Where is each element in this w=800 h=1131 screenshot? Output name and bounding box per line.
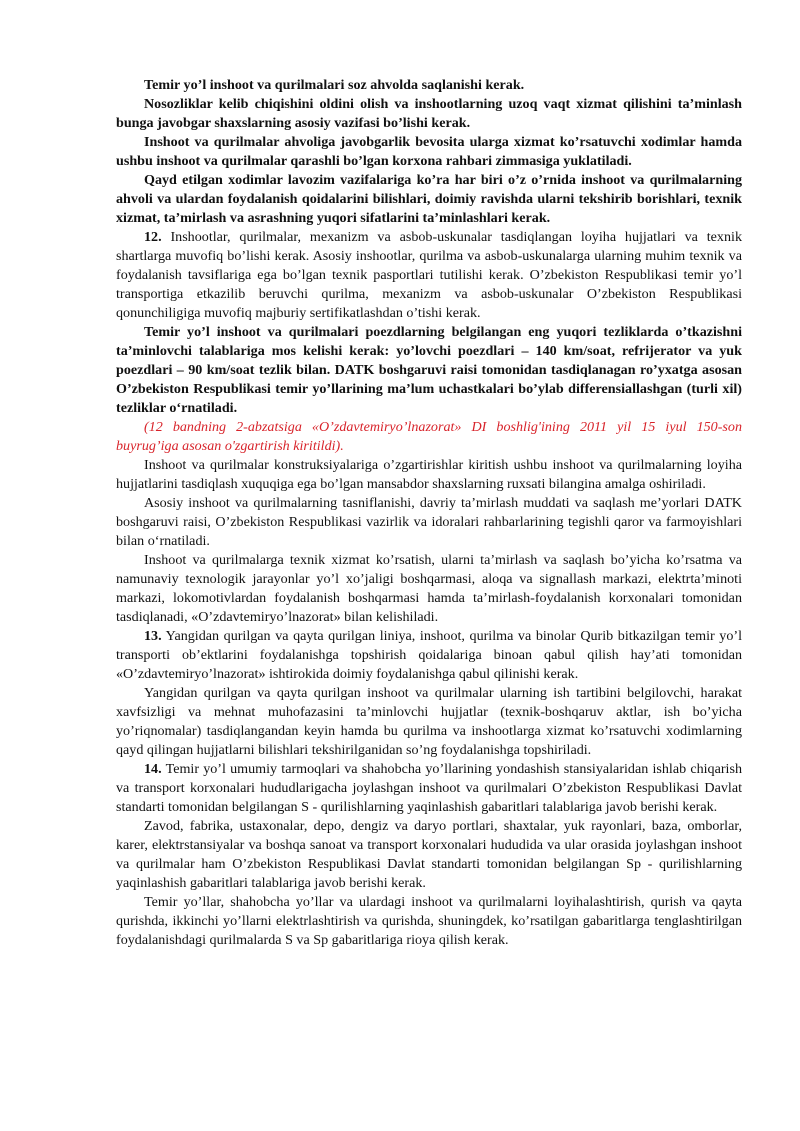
paragraph-1: Temir yo’l inshoot va qurilmalari soz ahvolda saqlanishi kerak. [144, 77, 525, 93]
paragraph-speed-limits: Temir yo’l inshoot va qurilmalari poezdlarning belgilangan eng yuqori tezliklarda o’tkazishni ta’minlovchi talablariga mos kelishi kerak: yo’lovchi poezdlari – 140 km/soat, refrijerator va yuk poezdlari – 90 km/soat tezlik bilan. DATK boshgaruvi raisi tomonidan tasdiqlanagan ro’yxatga asosan O’zbekiston Respublikasi temir yo’llarining ma’lum uchastkalari bo’ylab differensiallashgan (turli xil) tezliklar o‘rnatiladi. [116, 324, 742, 416]
amendment-note: (12 bandning 2-abzatsiga «O’zdavtemiryo’lnazorat» DI boshlig'ining 2011 yil 15 iyul 150-son buyrug’iga asosan o'zgartirish kiritildi). [116, 419, 742, 454]
paragraph-construction-changes: Inshoot va qurilmalar konstruksiyalariga o’zgartirishlar kiritish ushbu inshoot va qurilmalarning loyiha hujjatlarini tasdiqlash xuquqiga ega bo’lgan mansabdor shaxslarning ruxsati bilangina amalga oshiriladi. [116, 457, 742, 492]
section-number-14: 14. [144, 761, 162, 777]
paragraph-3: Inshoot va qurilmalar ahvoliga javobgarlik bevosita ularga xizmat ko’rsatuvchi xodimlar hamda ushbu inshoot va qurilmalar qarashli bo’lgan korxona rahbari zimmasiga yuklatiladi. [116, 134, 742, 169]
paragraph-13-text: Yangidan qurilgan va qayta qurilgan liniya, inshoot, qurilma va binolar Qurib bitkazilgan temir yo’l transporti ob’ektlarini foydalanishga topshirish qoidalariga binoan qabul qilish hay’ati tomonidan «O’zdavtemiryo’lnazorat» ishtirokida doimiy foydalanishga qabul qilinishi kerak. [116, 628, 742, 682]
paragraph-13 [116, 627, 742, 684]
paragraph-4: Qayd etilgan xodimlar lavozim vazifalariga ko’ra har biri o’z o’rnida inshoot va qurilmalarning ahvoli va ulardan foydalanish qoidalarini bilishlari, doimiy ravishda ularni tekshirib borishlari, texnik xizmat, ta’mirlash va asrashning yuqori sifatlarini ta’minlashlari kerak. [116, 172, 742, 226]
paragraph-14-text: Temir yo’l umumiy tarmoqlari va shahobcha yo’llarining yondashish stansiyalaridan ishlab chiqarish va transport korxonalari hududlarigacha joylashgan inshoot va qurilmalari O’zbekiston Respublikasi Davlat standarti tomonidan belgilangan S - qurilishlarning yaqinlashish gabaritlari talablariga javob berishi kerak. [116, 761, 742, 815]
paragraph-maintenance-instructions: Inshoot va qurilmalarga texnik xizmat ko’rsatish, ularni ta’mirlash va saqlash bo’yicha ko’rsatma va namunaviy texnologik jarayonlar yo’l xo’jaligi boshqarmasi, aloqa va signallash markazi, elektrta’minoti markazi, lokomotivlardan foydalanish boshqarmasi hamda ta’mirlash-foydalanish korxonalari tomonidan tasdiqlanadi, «O’zdavtemiryo’lnazorat» bilan kelishiladi. [116, 552, 742, 625]
paragraph-industrial-sites: Zavod, fabrika, ustaxonalar, depo, dengiz va daryo portlari, shaxtalar, yuk rayonlari, baza, omborlar, karer, elektrstansiyalar va boshqa sanoat va transport korxonalari hududida va ular orasida joylashgan inshoot va qurilmalar ham O’zbekiston Respublikasi Davlat standarti tomonidan belgilangan Sp - qurilishlarning yaqinlashish gabaritlari talablariga javob berishi kerak. [116, 818, 742, 891]
paragraph-12-text: Inshootlar, qurilmalar, mexanizm va asbob-uskunalar tasdiqlangan loyiha hujjatlari va texnik shartlarga muvofiq bo’lishi kerak. Asosiy inshootlar, qurilma va asbob-uskunalarga ularning muhim texnik va foydalanish tavsiflariga ega bo’lgan texnik pasportlari tutilishi kerak. O’zbekiston Respublikasi temir yo’l transportiga etkazilib beruvchi qurilma, mexanizm va asbob-uskunalar O’zbekiston Respublikasi qonunchiligiga muvofiq majburiy sertifikatlashdan o’tishi kerak. [116, 229, 742, 321]
paragraph-14 [116, 760, 742, 817]
paragraph-commissioning: Yangidan qurilgan va qayta qurilgan inshoot va qurilmalar ularning ish tartibini belgilovchi, harakat xavfsizligi va mehnat muhofazasini ta’minlovchi hujjatlar (texnik-boshqaruv aktlar, ish bo’yicha yo’riqnomalar) tasdiqlangandan keyin hamda bu qurilma va inshootlarga xizmat ko’rsatuvchi xodimlarning qayd qilingan hujjatlarni bilishlari tekshirilganidan so’ng foydalanishga topshiriladi. [116, 685, 742, 758]
paragraph-12 [116, 228, 742, 323]
paragraph-classification: Asosiy inshoot va qurilmalarning tasniflanishi, davriy ta’mirlash muddati va saqlash me’yorlari DATK boshgaruvi raisi, O’zbekiston Respublikasi vazirlik va idoralari rahbarlarining tegishli qaror va farmoyishlari bilan o‘rnatiladi. [116, 495, 742, 549]
paragraph-2: Nosozliklar kelib chiqishini oldini olish va inshootlarning uzoq vaqt xizmat qilishini ta’minlash bunga javobgar shaxslarning asosiy vazifasi bo’lishi kerak. [116, 96, 742, 131]
section-number-12: 12. [144, 229, 162, 245]
paragraph-design-construction: Temir yo’llar, shahobcha yo’llar va ulardagi inshoot va qurilmalarni loyihalashtirish, qurish va qayta qurishda, ikkinchi yo’llarni elektrlashtirish va qurishda, shuningdek, ko’rsatilgan gabaritlarga tenglashtirilgan foydalanishdagi qurilmalarda S va Sp gabaritlariga rioya qilish kerak. [116, 894, 742, 948]
section-number-13: 13. [144, 628, 162, 644]
